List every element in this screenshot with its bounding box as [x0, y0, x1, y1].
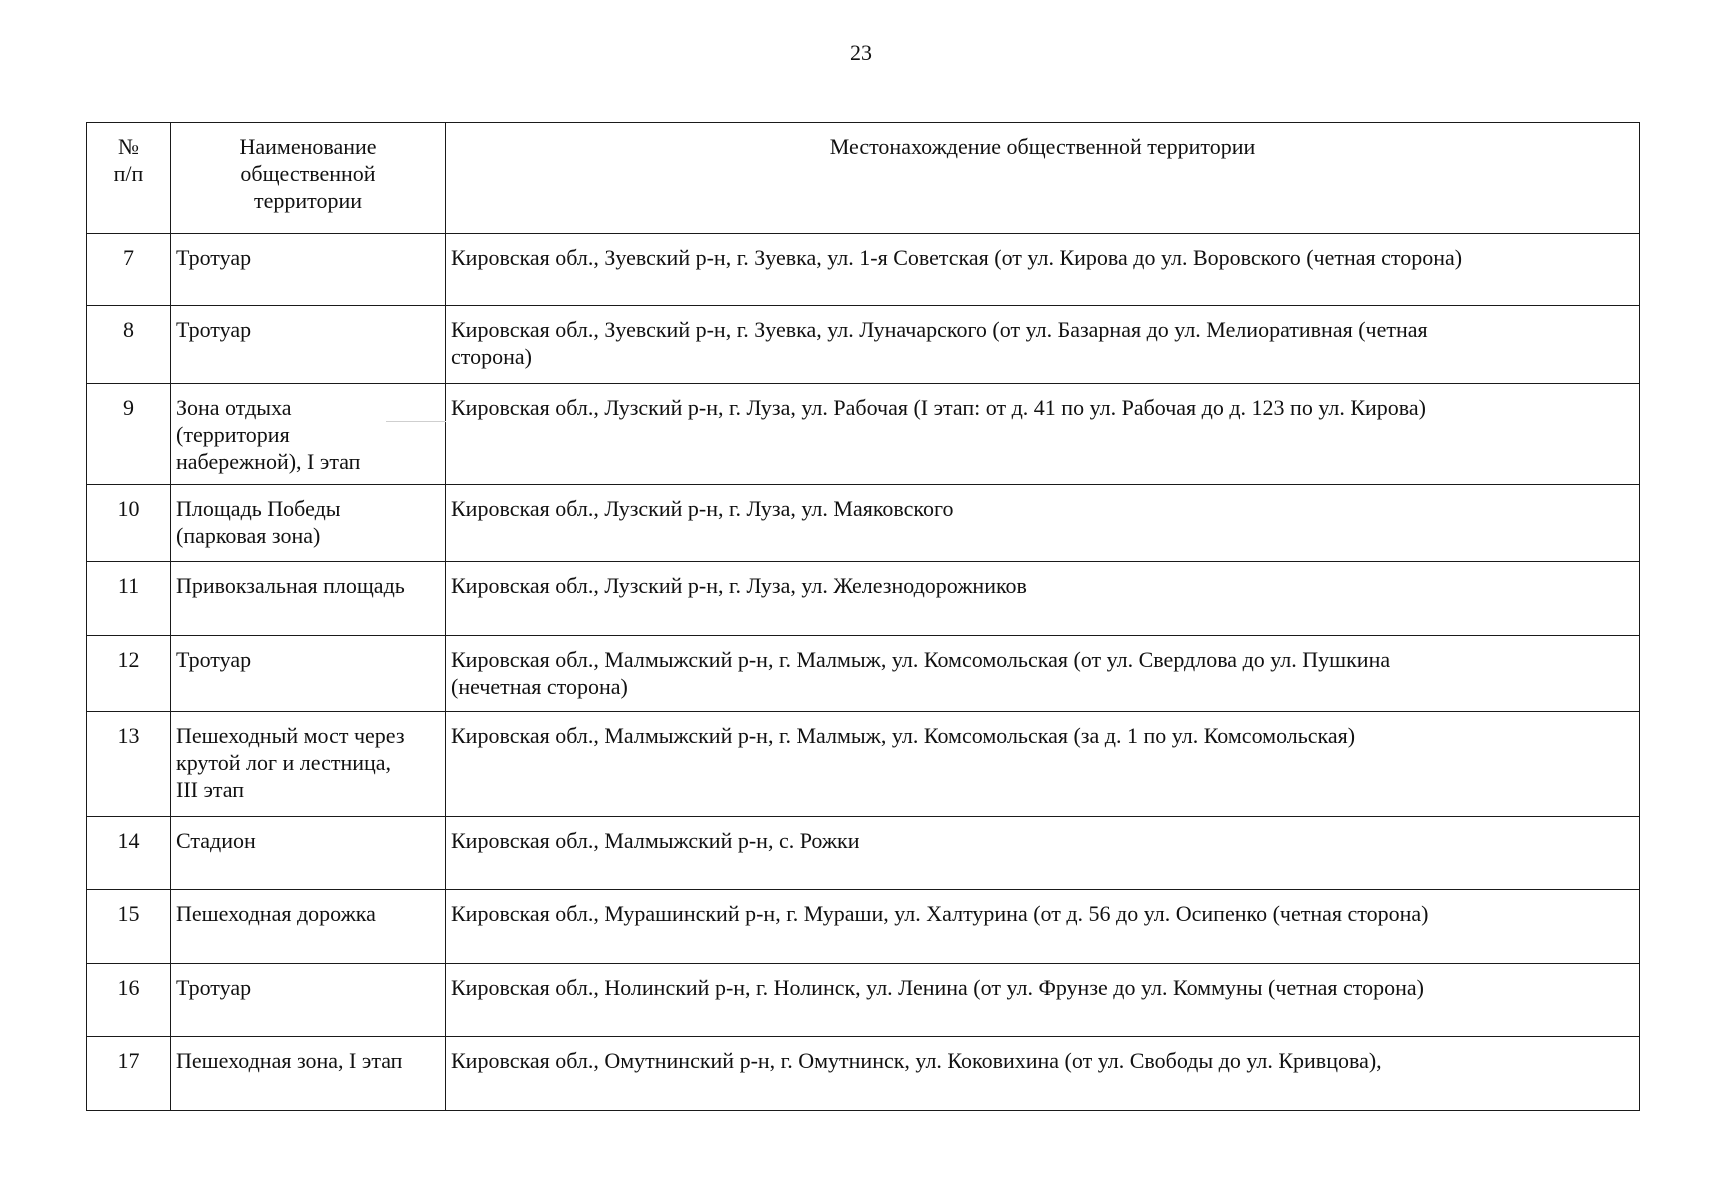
- territory-location: Кировская обл., Лузский р-н, г. Луза, ул. Железнодорожников: [446, 562, 1640, 636]
- territory-name: Привокзальная площадь: [171, 562, 446, 636]
- territory-name: Тротуар: [171, 234, 446, 306]
- page-number: 23: [850, 40, 872, 65]
- territory-location: Кировская обл., Мурашинский р-н, г. Мураши, ул. Халтурина (от д. 56 до ул. Осипенко (четная сторона): [446, 890, 1640, 964]
- territory-name: Тротуар: [171, 964, 446, 1037]
- territory-name: Пешеходная зона, I этап: [171, 1037, 446, 1111]
- territory-location: Кировская обл., Нолинский р-н, г. Нолинск, ул. Ленина (от ул. Фрунзе до ул. Коммуны (четная сторона): [446, 964, 1640, 1037]
- header-num: № п/п: [87, 123, 171, 234]
- row-number: 11: [87, 562, 171, 636]
- territory-location: Кировская обл., Омутнинский р-н, г. Омутнинск, ул. Коковихина (от ул. Свободы до ул. Кривцова),: [446, 1037, 1640, 1111]
- territory-location: Кировская обл., Малмыжский р-н, с. Рожки: [446, 817, 1640, 890]
- territory-location: Кировская обл., Лузский р-н, г. Луза, ул. Маяковского: [446, 485, 1640, 562]
- territory-location: Кировская обл., Зуевский р-н, г. Зуевка, ул. Луначарского (от ул. Базарная до ул. Мелиоративная (четная сторона): [446, 306, 1640, 384]
- table-body: [87, 234, 1640, 1111]
- territory-name: Пешеходная дорожка: [171, 890, 446, 964]
- table-row: [87, 562, 1640, 636]
- row-number: 10: [87, 485, 171, 562]
- table-row: [87, 964, 1640, 1037]
- scan-artifact-line: [386, 421, 446, 422]
- territory-location: Кировская обл., Лузский р-н, г. Луза, ул. Рабочая (I этап: от д. 41 по ул. Рабочая до д. 123 по ул. Кирова): [446, 384, 1640, 485]
- row-number: 9: [87, 384, 171, 485]
- table-row: [87, 712, 1640, 817]
- table-row: [87, 234, 1640, 306]
- header-name: Наименование общественной территории: [171, 123, 446, 234]
- table-row: [87, 306, 1640, 384]
- row-number: 8: [87, 306, 171, 384]
- territory-location: Кировская обл., Зуевский р-н, г. Зуевка, ул. 1-я Советская (от ул. Кирова до ул. Воровского (четная сторона): [446, 234, 1640, 306]
- row-number: 16: [87, 964, 171, 1037]
- territory-name: Тротуар: [171, 306, 446, 384]
- territory-location: Кировская обл., Малмыжский р-н, г. Малмыж, ул. Комсомольская (за д. 1 по ул. Комсомольская): [446, 712, 1640, 817]
- territory-name: Площадь Победы (парковая зона): [171, 485, 446, 562]
- table-row: [87, 636, 1640, 712]
- row-number: 7: [87, 234, 171, 306]
- territory-name: Тротуар: [171, 636, 446, 712]
- row-number: 15: [87, 890, 171, 964]
- territory-name: Стадион: [171, 817, 446, 890]
- row-number: 12: [87, 636, 171, 712]
- table-header-row: [87, 123, 1640, 234]
- header-location: Местонахождение общественной территории: [446, 123, 1640, 234]
- territory-name: Зона отдыха (территория набережной), I этап: [171, 384, 446, 485]
- territory-name: Пешеходный мост через крутой лог и лестница, III этап: [171, 712, 446, 817]
- row-number: 14: [87, 817, 171, 890]
- table-row: [87, 817, 1640, 890]
- row-number: 17: [87, 1037, 171, 1111]
- table-row: [87, 485, 1640, 562]
- table-row: [87, 384, 1640, 485]
- territory-location: Кировская обл., Малмыжский р-н, г. Малмыж, ул. Комсомольская (от ул. Свердлова до ул. Пушкина (нечетная сторона): [446, 636, 1640, 712]
- territories-table: [86, 122, 1640, 1111]
- table-row: [87, 1037, 1640, 1111]
- row-number: 13: [87, 712, 171, 817]
- table-row: [87, 890, 1640, 964]
